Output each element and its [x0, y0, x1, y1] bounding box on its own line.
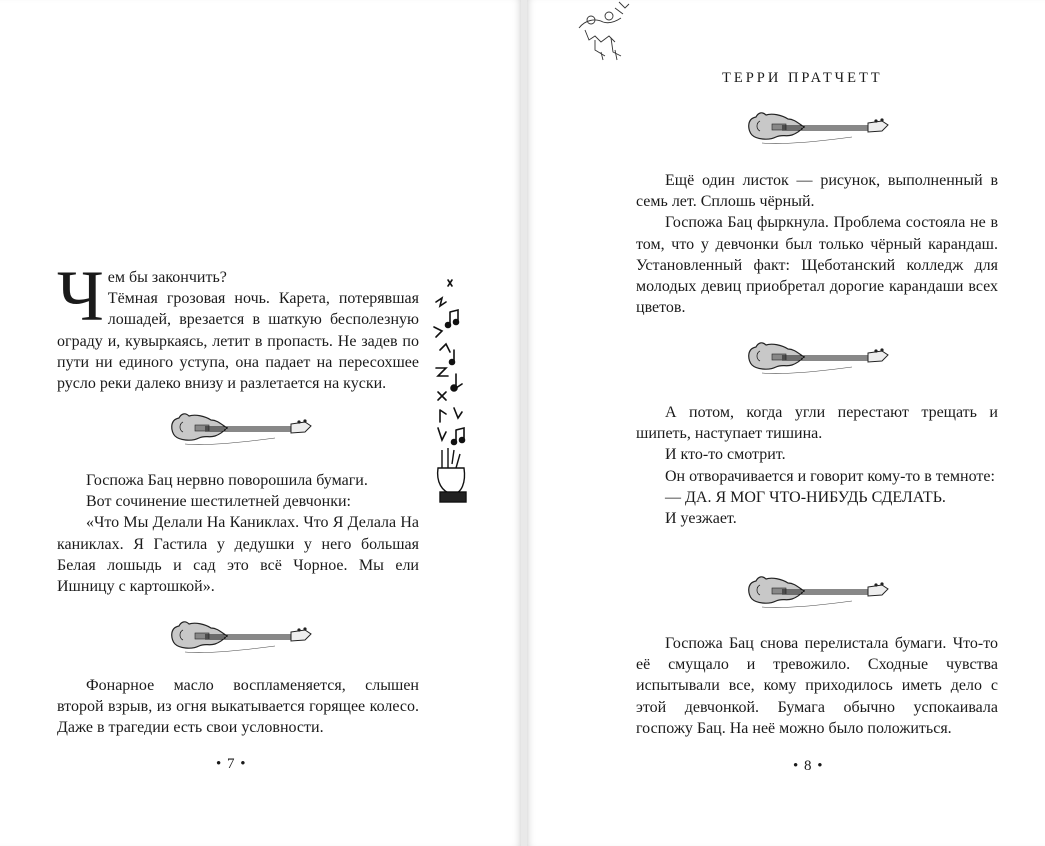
right-paragraph-2: Госпожа Бац фыркнула. Проблема состояла не в том, что у девчонки был только чёрный карандаш. Установленный факт: Щеботанский колледж для молодых девиц приобретал дорогие карандаши всех цветов. — [636, 214, 998, 317]
guitar-icon — [165, 408, 315, 452]
right-paragraph-1: Ещё один листок — рисунок, выполненный в семь лет. Сплошь чёрный. — [636, 172, 998, 211]
right-paragraph-4: И кто-то смотрит. — [665, 446, 786, 464]
page-number-right: • 8 • — [793, 758, 824, 774]
sketch-figures-icon — [575, 0, 635, 64]
left-page — [0, 0, 521, 846]
left-text-top — [57, 256, 419, 394]
running-head: ТЕРРИ ПРАТЧЕТТ — [722, 70, 883, 86]
left-text-bottom — [57, 675, 419, 739]
right-text-1 — [636, 170, 998, 318]
right-page — [527, 0, 1045, 846]
left-paragraph-1: Тёмная грозовая ночь. Карета, потерявшая лошадей, врезается в шаткую бесполезную ограду и, кувыркаясь, летит в пропасть. Не задев по пути ни единого уступа, она падает на пересохшее русло реки далеко внизу и разлетается на куски. — [57, 290, 419, 393]
guitar-icon — [742, 107, 892, 151]
left-text-middle — [57, 470, 419, 597]
right-text-3 — [636, 633, 998, 739]
right-paragraph-5: Он отворачивается и говорит кому-то в темноте: — [665, 467, 995, 485]
right-paragraph-3: А потом, когда угли перестают трещать и шипеть, наступает тишина. — [636, 404, 998, 443]
guitar-icon — [742, 337, 892, 381]
page-number-left: • 7 • — [216, 756, 247, 772]
left-paragraph-5: Фонарное масло воспламеняется, слышен второй взрыв, из огня выкатывается горящее колесо. Даже в трагедии есть свои условности. — [57, 677, 419, 737]
left-paragraph-4: «Что Мы Делали На Каниклах. Что Я Делала На каниклах. Я Гастила у дедушки у него большая Белая лошыдь и сад это всё Чорное. Мы ели Ишницу с картошкой». — [57, 514, 419, 596]
left-paragraph-2: Госпожа Бац нервно поворошила бумаги. — [86, 472, 368, 489]
guitar-icon — [165, 616, 315, 660]
right-paragraph-6: — ДА. Я МОГ ЧТО-НИБУДЬ СДЕЛАТЬ. — [665, 488, 946, 506]
right-text-2 — [636, 402, 998, 529]
guitar-icon — [742, 571, 892, 615]
right-paragraph-7: И уезжает. — [665, 510, 737, 528]
left-paragraph-3: Вот сочинение шестилетней девчонки: — [86, 493, 351, 511]
opening-line: ем бы закончить? — [107, 269, 227, 286]
drop-cap: Ч — [57, 256, 104, 336]
music-notes-rock-hand-icon — [426, 272, 476, 508]
right-paragraph-8: Госпожа Бац снова перелистала бумаги. Что-то её смущало и тревожило. Сходные чувства испытывали все, кому приходилось иметь дело с этой девчонкой. Бумага обычно успокаивала госпожу Бац. На неё можно было положиться. — [636, 635, 998, 737]
